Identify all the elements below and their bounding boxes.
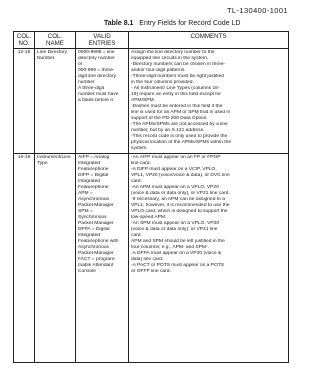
header-valid-entries: VALID ENTRIES (76, 32, 129, 49)
text-line: -If necessary, an APM can be assigned to a (131, 196, 225, 202)
text-line: digit line directory (78, 74, 117, 80)
text-line: mable Attendant (78, 262, 114, 268)
text-line: Integrated (78, 232, 101, 238)
text-line: -Three-digit numbers must be right justified (131, 74, 224, 80)
text-line: Packet Manager (78, 202, 114, 208)
text-line: and/or four-digit patterns. (131, 68, 186, 74)
text-line: Featurephone (78, 166, 109, 172)
cell-col-name (35, 153, 76, 362)
text-line: Line Directory (37, 50, 68, 56)
text-line: APM = (78, 190, 93, 196)
cell-comments (129, 153, 289, 362)
text-line: directory number (78, 56, 115, 62)
document-number: TL-130400-1001 (226, 6, 288, 15)
text-line: -Dashes must be entered in this field if the (131, 104, 223, 110)
text-line: SPM = (78, 208, 93, 214)
text-line: APM/SPM. (131, 98, 155, 104)
cell-comments (129, 49, 289, 154)
text-line: Number (37, 56, 55, 62)
table-title: Entry Fields for Record Code LD (139, 20, 241, 27)
header-col-name: COL. NAME (35, 32, 76, 49)
cell-col-no: 16-19 (14, 153, 35, 362)
text-line: number, but by an X.121 address. (131, 128, 205, 134)
text-line: in the four columns provided. (131, 80, 194, 86)
text-line: -A PACT or POTS must appear on a POTS (131, 262, 225, 268)
text-line: Packet Manager (78, 250, 114, 256)
text-line: support of the PD-200 Data Option. (131, 116, 208, 122)
text-line: FACT = program- (78, 256, 116, 262)
text-line: Integrated (78, 160, 101, 166)
header-col-no: COL. NO. (14, 32, 35, 49)
text-line: -A DIFP must appear on a VCIP, VPLO, (131, 166, 217, 172)
text-line: -This record code is only used to provide the (131, 134, 228, 140)
text-line: VPLO card, which is designed to support the (131, 208, 228, 214)
text-line: Integrated (78, 178, 101, 184)
table-row (14, 49, 289, 154)
text-line: card. (131, 178, 142, 184)
cell-valid-entries (76, 49, 129, 154)
text-line: -An APM must appear on a VPLO, VP20 (131, 184, 219, 190)
text-line: APM and SPM should be left justified in the (131, 238, 225, 244)
text-line: line card. (131, 160, 151, 166)
text-line: Asynchronous (78, 196, 109, 202)
header-comments: COMMENTS (129, 32, 289, 49)
table-header-row (14, 32, 289, 49)
text-line: A three-digit (78, 86, 105, 92)
text-line: VPL1, VP20 (voice/voice & data), or DVC line (131, 172, 230, 178)
entry-fields-table (13, 31, 289, 363)
text-line: or (78, 62, 83, 68)
text-line: -An AIFP must appear on an FP or FPOP (131, 154, 221, 160)
text-line: Featurephone (78, 184, 109, 190)
text-line: 000-999 = three- (78, 68, 115, 74)
text-line: line is used for an APM or SPM that is used in (131, 110, 231, 116)
text-line: card. (131, 232, 142, 238)
text-line: (voice & data or data only), or VP21 line (131, 226, 218, 232)
text-line: a blank before it. (78, 98, 115, 104)
text-line: 0000-9999 = line (78, 50, 115, 56)
text-line: Asynchronous (78, 244, 109, 250)
text-line: low-speed APM. (131, 214, 167, 220)
text-line: Synchronous (78, 214, 107, 220)
text-line: (voice & data or data only), or VP21 line card. (131, 190, 230, 196)
text-line: number must have (78, 92, 119, 98)
text-line: or OFFP line card. (131, 268, 171, 274)
text-line: DFPA = Digital (78, 226, 110, 232)
text-line: Assign the line directory number to the (131, 50, 215, 56)
text-line: Featurephone with (78, 238, 119, 244)
text-line: AIFP = Analog (78, 154, 110, 160)
text-line: - All Instrument/ Line Types (columns 16- (131, 86, 220, 92)
text-line: Type (37, 160, 48, 166)
text-line: -An SPM must appear on a VPLO, VP20 (131, 220, 220, 226)
text-line: 19) require an entry in this field except for (131, 92, 221, 98)
text-line: DIFP = Digital (78, 172, 109, 178)
table-caption (104, 20, 240, 27)
text-line: Packet Manager (78, 220, 114, 226)
text-line: Instrument/Line (37, 154, 71, 160)
text-line: data) line card. (131, 256, 164, 262)
text-line: -The APMs/SPMs are not accessed by a line (131, 122, 228, 128)
table-label: Table 8.1 (104, 20, 134, 27)
text-line: number (78, 80, 95, 86)
text-line: VPL1; however, it is recommended to use the (131, 202, 230, 208)
text-line: four columns; e.g., APM- and SPM-. (131, 244, 210, 250)
text-line: physical location of the APMs/SPMs within the (131, 140, 232, 146)
text-line: system. (131, 146, 148, 151)
cell-valid-entries (76, 153, 129, 362)
cell-col-name (35, 49, 76, 154)
text-line: -A DFPA must appear on a VP20 (voice & (131, 250, 222, 256)
text-line: Console (78, 268, 96, 274)
table-row (14, 153, 289, 362)
cell-col-no: 12-15 (14, 49, 35, 154)
text-line: -Directory numbers can be chosen in three- (131, 62, 226, 68)
text-line: equipped line circuits in the system. (131, 56, 209, 62)
